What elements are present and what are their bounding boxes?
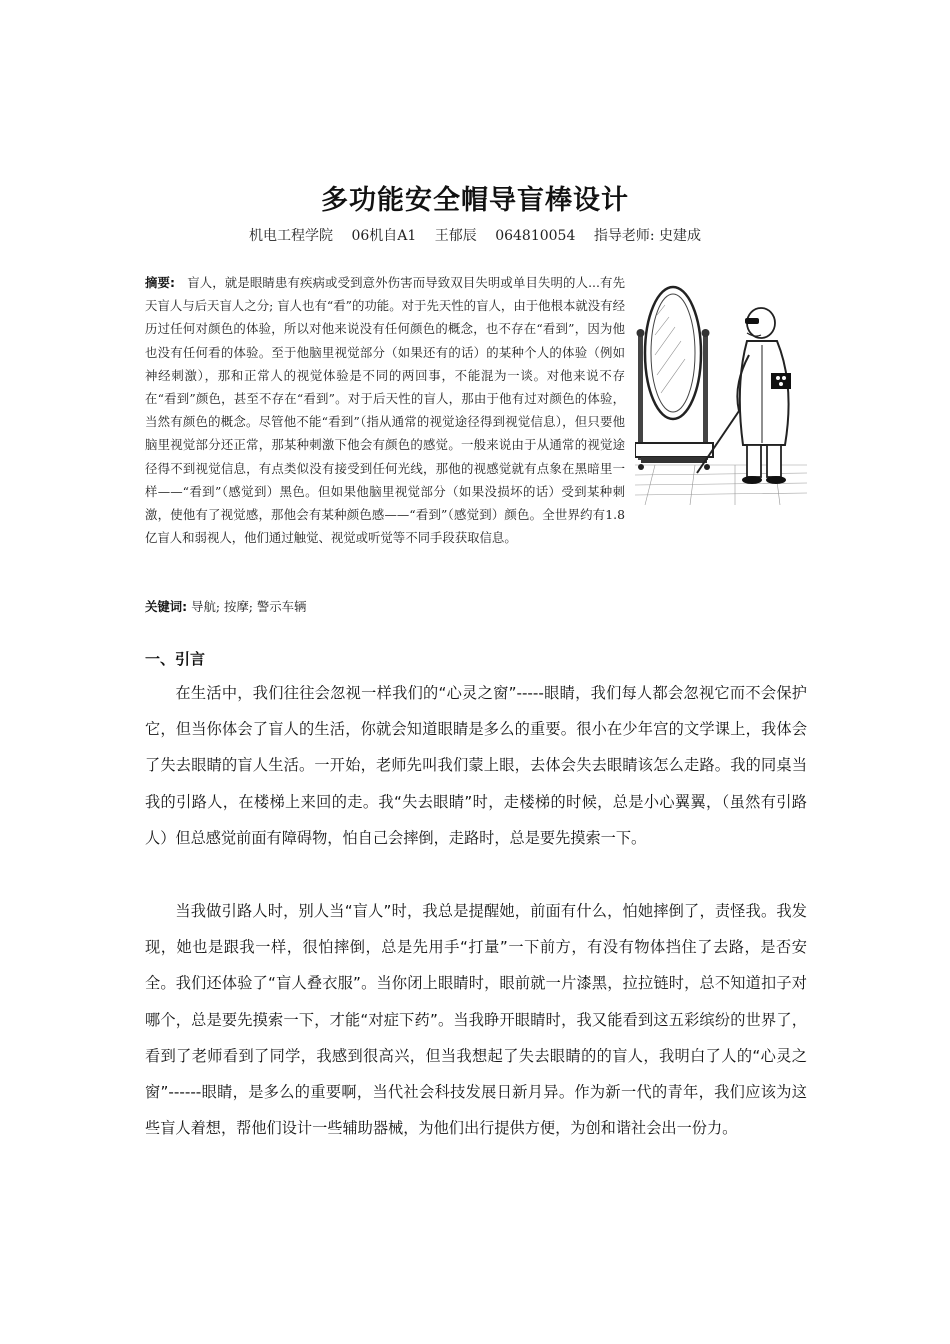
section-heading: 一、引言 — [145, 650, 206, 668]
author-student-id: 064810054 — [495, 228, 576, 244]
body-paragraph: 在生活中，我们往往会忽视一样我们的“心灵之窗”-----眼睛，我们每人都会忽视它而不会保护它，但当你体会了盲人的生活，你就会知道眼睛是多么的重要。很小在少年宫的文学课上，我体会了失去眼睛的盲人生活。一开始，老师先叫我们蒙上眼，去体会失去眼睛该怎么走路。我的同桌当我的引路人，在楼梯上来回的走。我“失去眼睛”时，走楼梯的时候，总是小心翼翼，（虽然有引路人）但总感觉前面有障碍物，怕自己会摔倒，走路时，总是要先摸索一下。 — [145, 684, 807, 847]
abstract-label: 摘要: — [145, 275, 176, 290]
author-school: 机电工程学院 — [249, 228, 333, 244]
abstract-text: 盲人，就是眼睛患有疾病或受到意外伤害而导致双目失明或单目失明的人...有先天盲人与后天盲人之分; 盲人也有“看”的功能。对于先天性的盲人，由于他根本就没有经历过任何对颜色的体验，所以对他来说没有任何颜色的概念，也不存在“看到”，因为他也没有任何看的体验。至于他脑里视觉部分（如果还有的话）的某种个人的体验（例如神经刺激），那和正常人的视觉体验是不同的两回事，不能混为一谈。对他来说不存在“看到”颜色，甚至不存在“看到”。对于后天性的盲人，那由于他有过对颜色的体验，当然有颜色的概念。尽管他不能“看到”（指从通常的视觉途径得到视觉信息），但只要他脑里视觉部分还正常，那某种刺激下他会有颜色的感觉。一般来说由于从通常的视觉途径得不到视觉信息，有点类似没有接受到任何光线，那他的视感觉就有点象在黑暗里一样——“看到”（感觉到）黑色。但如果他脑里视觉部分（如果没损坏的话）受到某种刺激，使他有了视觉感，那他会有某种颜色感——“看到”（感觉到）颜色。全世界约有1.8亿盲人和弱视人，他们通过触觉、视觉或听觉等不同手段获取信息。 — [145, 275, 625, 546]
author-line — [0, 225, 950, 245]
keywords-label: 关键词: — [145, 599, 188, 614]
author-advisor: 指导老师: 史建成 — [593, 228, 701, 244]
author-name: 王郁辰 — [434, 228, 477, 244]
keywords-line — [145, 597, 807, 617]
abstract-block — [145, 271, 807, 549]
author-class: 06机自A1 — [351, 228, 417, 244]
cartoon-illustration-icon — [635, 275, 807, 505]
body-paragraph: 当我做引路人时，别人当“盲人”时，我总是提醒她，前面有什么，怕她摔倒了，责怪我。我发现，她也是跟我一样，很怕摔倒，总是先用手“打量”一下前方，有没有物体挡住了去路，是否安全。我们还体验了“盲人叠衣服”。当你闭上眼睛时，眼前就一片漆黑，拉拉链时，总不知道扣子对哪个，总是要先摸索一下，才能“对症下药”。当我睁开眼睛时，我又能看到这五彩缤纷的世界了，看到了老师看到了同学，我感到很高兴，但当我想起了失去眼睛的的盲人，我明白了人的“心灵之窗”------眼睛，是多么的重要啊，当代社会科技发展日新月异。作为新一代的青年，我们应该为这些盲人着想，帮他们设计一些辅助器械，为他们出行提供方便，为创和谐社会出一份力。 — [145, 902, 807, 1138]
keywords-text: 导航; 按摩; 警示车辆 — [191, 599, 307, 614]
page-title: 多功能安全帽导盲棒设计 — [321, 185, 629, 216]
